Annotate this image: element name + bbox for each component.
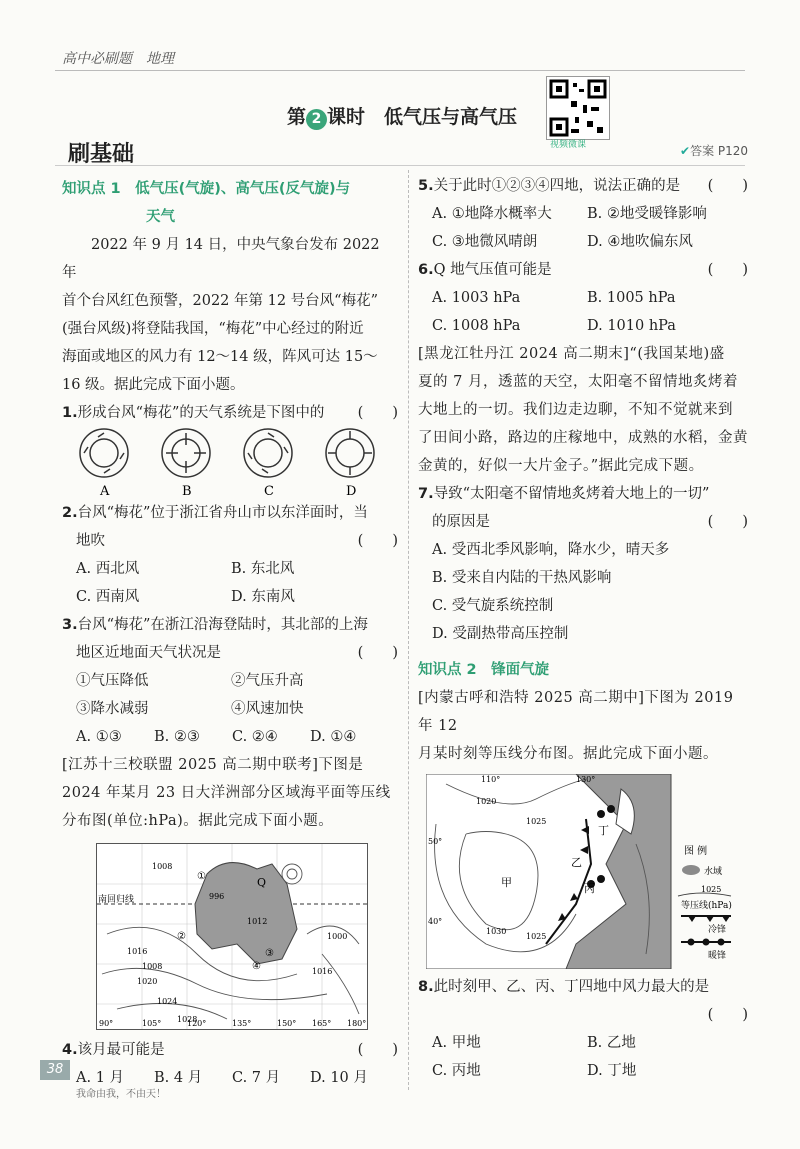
option-b[interactable]: B. ②③ xyxy=(154,729,200,745)
option-d[interactable]: D. 受副热带高压控制 xyxy=(432,626,569,642)
lesson-title xyxy=(287,102,517,130)
svg-text:1000: 1000 xyxy=(327,932,348,941)
question-3: 3.台风“梅花”在浙江沿海登陆时，其北部的上海 地区近地面天气状况是 ( ) ①气压降低 ②气压升高 ③降水减弱 ④风速加快 A. ①③ B. ②③ C. ②④ D. ①④ xyxy=(62,611,398,751)
intro-passage: 2022 年 9 月 14 日，中央气象台发布 2022 年 首个台风红色预警，2022 年第 12 号台风“梅花” (强台风级)将登陆我国，“梅花”中心经过的附近 海面或地区的风力有 12～14 级，阵风可达 15～ 16 级。据此完成下面小题。 xyxy=(62,237,380,393)
svg-text:甲: 甲 xyxy=(501,876,512,889)
answer-paren[interactable]: ( ) xyxy=(357,405,398,421)
svg-text:105°: 105° xyxy=(142,1019,162,1028)
oceania-isobar-map xyxy=(96,843,368,1030)
svg-text:40°: 40° xyxy=(428,917,443,926)
svg-text:乙: 乙 xyxy=(571,856,582,869)
option-a[interactable]: A. ①地降水概率大 xyxy=(432,206,552,222)
footer-motto: 我命由我，不由天！ xyxy=(76,1089,166,1100)
qr-caption: 视频微课 xyxy=(550,140,587,150)
svg-text:1028: 1028 xyxy=(177,1015,198,1024)
answer-paren[interactable]: ( ) xyxy=(357,645,398,661)
qr-code-icon xyxy=(547,77,609,139)
svg-text:②: ② xyxy=(177,931,186,942)
svg-text:水域: 水域 xyxy=(704,867,723,877)
source-passage-2: [江苏十三校联盟 2025 高二期中联考]下图是 2024 年某月 23 日大洋洲部分区域海平面等压线 分布图(单位:hPa)。据此完成下面小题。 xyxy=(62,757,391,829)
svg-text:图 例: 图 例 xyxy=(684,846,708,857)
option-d[interactable]: D. 丁地 xyxy=(587,1063,637,1079)
column-divider xyxy=(408,170,409,1090)
svg-text:暖锋: 暖锋 xyxy=(708,951,727,961)
frontal-cyclone-map xyxy=(426,774,746,969)
cyclone-diagrams xyxy=(62,427,398,499)
answer-paren[interactable]: ( ) xyxy=(707,262,748,278)
svg-text:1020: 1020 xyxy=(476,797,497,806)
svg-text:90°: 90° xyxy=(99,1019,114,1028)
svg-text:1024: 1024 xyxy=(157,997,178,1006)
svg-text:1016: 1016 xyxy=(127,947,148,956)
option-d[interactable]: D. ①④ xyxy=(310,729,357,745)
option-b[interactable]: B. 受来自内陆的干热风影响 xyxy=(432,570,612,586)
source-passage-4: [内蒙古呼和浩特 2025 高二期中]下图为 2019 年 12 月某时刻等压线分布图。据此完成下面小题。 xyxy=(418,690,734,762)
svg-text:1012: 1012 xyxy=(247,917,268,926)
answer-paren[interactable]: ( ) xyxy=(707,514,748,530)
lesson-number: 2 xyxy=(306,109,327,130)
qr-code[interactable] xyxy=(546,76,610,140)
svg-text:1025: 1025 xyxy=(701,885,722,894)
svg-text:50°: 50° xyxy=(428,837,443,846)
svg-text:①: ① xyxy=(197,871,206,882)
option-c[interactable]: C. 丙地 xyxy=(432,1063,481,1079)
svg-text:110°: 110° xyxy=(481,775,501,784)
diagram-a xyxy=(80,429,128,477)
label-b: B xyxy=(182,484,192,499)
right-column xyxy=(418,172,748,1085)
option-d[interactable]: D. ④地吹偏东风 xyxy=(587,234,693,250)
option-a[interactable]: A. ①③ xyxy=(76,729,122,745)
option-d[interactable]: D. 东南风 xyxy=(231,589,295,605)
question-4: 4.该月最可能是 ( ) A. 1 月 B. 4 月 C. 7 月 D. 10 月 xyxy=(62,1036,398,1092)
answer-paren[interactable]: ( ) xyxy=(357,533,398,549)
label-a: A xyxy=(100,484,110,499)
question-6: 6.Q 地气压值可能是 ( ) A. 1003 hPa B. 1005 hPa C. 1008 hPa D. 1010 hPa xyxy=(418,256,748,340)
option-c[interactable]: C. ③地微风晴朗 xyxy=(432,234,538,250)
svg-text:135°: 135° xyxy=(232,1019,252,1028)
svg-text:1020: 1020 xyxy=(137,977,158,986)
question-2: 2.台风“梅花”位于浙江省舟山市以东洋面时，当 地吹 ( ) A. 西北风 B. 东北风 C. 西南风 D. 东南风 xyxy=(62,499,398,611)
answer-paren[interactable]: ( ) xyxy=(707,178,748,194)
svg-text:180°: 180° xyxy=(347,1019,367,1028)
answer-paren[interactable]: ( ) xyxy=(357,1042,398,1058)
diagram-b xyxy=(162,429,210,477)
book-header: 高中必刷题 地理 xyxy=(62,51,174,67)
option-c[interactable]: C. 1008 hPa xyxy=(432,318,521,334)
svg-text:冷锋: 冷锋 xyxy=(708,925,727,935)
question-5: 5.关于此时①②③④四地，说法正确的是 ( ) A. ①地降水概率大 B. ②地受暖锋影响 C. ③地微风晴朗 D. ④地吹偏东风 xyxy=(418,172,748,256)
svg-text:1025: 1025 xyxy=(526,817,547,826)
knowledge-point-1-title-cont: 天气 xyxy=(146,209,175,225)
knowledge-point-2-title: 知识点 2 锋面气旋 xyxy=(418,662,550,678)
map-legend xyxy=(678,844,732,961)
option-b[interactable]: B. 乙地 xyxy=(587,1035,636,1051)
option-a[interactable]: A. 甲地 xyxy=(432,1035,481,1051)
svg-text:南回归线: 南回归线 xyxy=(98,895,135,905)
option-b[interactable]: B. 1005 hPa xyxy=(587,290,676,306)
option-a[interactable]: A. 1003 hPa xyxy=(432,290,521,306)
svg-text:165°: 165° xyxy=(312,1019,332,1028)
option-d[interactable]: D. 10 月 xyxy=(310,1070,368,1086)
option-a[interactable]: A. 西北风 xyxy=(76,561,140,577)
section-divider xyxy=(55,165,745,166)
option-c[interactable]: C. 西南风 xyxy=(76,589,140,605)
option-c[interactable]: C. 受气旋系统控制 xyxy=(432,598,554,614)
option-d[interactable]: D. 1010 hPa xyxy=(587,318,676,334)
option-b[interactable]: B. 4 月 xyxy=(154,1070,203,1086)
diagram-d xyxy=(326,429,374,477)
source-passage-3: [黑龙江牡丹江 2024 高二期末]“(我国某地)盛 夏的 7 月，透蓝的天空，太阳毫不留情地炙烤着 大地上的一切。我们边走边聊，不知不觉就来到 了田间小路，路边的庄稼地中，成熟的水稻，金黄 金黄的，好似一大片金子。”据此完成下题。 xyxy=(418,346,748,474)
left-column xyxy=(62,175,398,1092)
lesson-suffix: 课时 低气压与高气压 xyxy=(327,106,518,128)
option-a[interactable]: A. 受西北季风影响，降水少，晴天多 xyxy=(432,542,670,558)
diagram-c xyxy=(244,429,292,477)
australia-landmass xyxy=(195,863,297,964)
svg-text:丁: 丁 xyxy=(598,824,609,837)
svg-text:996: 996 xyxy=(209,892,225,901)
label-c: C xyxy=(264,484,274,499)
knowledge-point-1-title: 知识点 1 低气压(气旋)、高气压(反气旋)与 xyxy=(62,181,351,197)
svg-text:130°: 130° xyxy=(576,775,596,784)
svg-text:④: ④ xyxy=(252,961,261,972)
page-number: 38 xyxy=(40,1060,70,1080)
svg-text:1008: 1008 xyxy=(152,862,173,871)
svg-text:Q: Q xyxy=(257,876,267,889)
check-icon: ✔ xyxy=(680,144,691,158)
svg-text:③: ③ xyxy=(265,948,274,959)
option-c[interactable]: C. 7 月 xyxy=(232,1070,281,1086)
answer-reference: ✔答案 P120 xyxy=(680,144,749,158)
question-7: 7.导致“太阳毫不留情地炙烤着大地上的一切” 的原因是 ( ) A. 受西北季风影响，降水少，晴天多 B. 受来自内陆的干热风影响 C. 受气旋系统控制 D. 受副热带高压控制 xyxy=(418,480,748,648)
svg-text:1025: 1025 xyxy=(526,932,547,941)
option-b[interactable]: B. ②地受暖锋影响 xyxy=(587,206,707,222)
svg-text:丙: 丙 xyxy=(584,882,595,895)
option-a[interactable]: A. 1 月 xyxy=(76,1070,125,1086)
svg-text:150°: 150° xyxy=(277,1019,297,1028)
section-brush-basic: 刷基础 xyxy=(68,142,135,167)
header-rule xyxy=(55,70,745,71)
answer-paren[interactable]: ( ) xyxy=(707,1007,748,1023)
option-c[interactable]: C. ②④ xyxy=(232,729,278,745)
svg-text:1008: 1008 xyxy=(142,962,163,971)
label-d: D xyxy=(346,484,357,499)
svg-text:120°: 120° xyxy=(187,1019,207,1028)
option-b[interactable]: B. 东北风 xyxy=(231,561,295,577)
lesson-prefix: 第 xyxy=(287,106,307,128)
svg-text:1016: 1016 xyxy=(312,967,333,976)
question-8: 8.此时刻甲、乙、丙、丁四地中风力最大的是 ( ) A. 甲地 B. 乙地 C. 丙地 D. 丁地 xyxy=(418,973,748,1085)
svg-text:等压线(hPa): 等压线(hPa) xyxy=(681,901,732,911)
question-1: 1.形成台风“梅花”的天气系统是下图中的 ( ) xyxy=(62,399,398,427)
svg-text:1030: 1030 xyxy=(486,927,507,936)
